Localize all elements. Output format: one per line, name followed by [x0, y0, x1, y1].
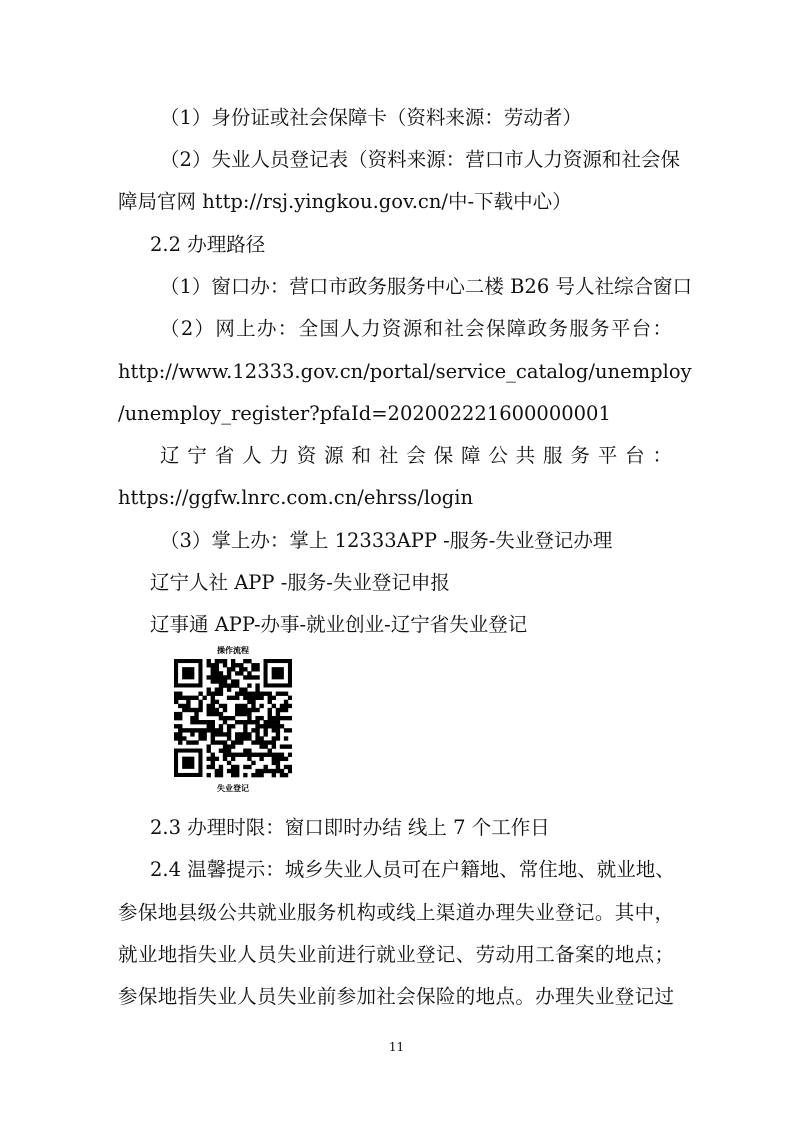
qr-caption: 失业登记	[217, 784, 249, 793]
paragraph-line: 辽宁人社 APP -服务-失业登记申报	[150, 571, 450, 594]
paragraph-line: （1）身份证或社会保障卡（资料来源：劳动者）	[160, 106, 582, 129]
paragraph-line: 障局官网 http://rsj.yingkou.gov.cn/中-下载中心）	[118, 190, 572, 213]
paragraph-line: （2）网上办：全国人力资源和社会保障政务服务平台：	[160, 317, 672, 340]
paragraph-line: 参保地县级公共就业服务机构或线上渠道办理失业登记。其中，	[118, 901, 674, 924]
paragraph-line: （3）掌上办：掌上 12333APP -服务-失业登记办理	[160, 529, 613, 552]
paragraph-line: 2.4 温馨提示：城乡失业人员可在户籍地、常住地、就业地、	[150, 858, 675, 881]
paragraph-line: （1）窗口办：营口市政务服务中心二楼 B26 号人社综合窗口	[160, 275, 692, 298]
paragraph-line: 辽事通 APP-办事-就业创业-辽宁省失业登记	[150, 613, 528, 636]
url-line: /unemploy_register?pfaId=202002221600000001	[118, 402, 611, 425]
section-heading: 2.2 办理路径	[150, 233, 266, 256]
qr-title: 操作流程	[217, 646, 249, 655]
paragraph-line: 参保地指失业人员失业前参加社会保险的地点。办理失业登记过	[118, 985, 674, 1008]
qr-code-icon	[174, 659, 292, 779]
paragraph-line: 2.3 办理时限：窗口即时办结 线上 7 个工作日	[150, 816, 550, 839]
url-line: http://www.12333.gov.cn/portal/service_catalog/unemploy	[118, 360, 692, 383]
qr-code-block	[172, 645, 294, 795]
paragraph-line: （2）失业人员登记表（资料来源：营口市人力资源和社会保	[160, 148, 680, 171]
paragraph-line: 辽宁省人力资源和社会保障公共服务平台：	[160, 444, 672, 467]
paragraph-line: 就业地指失业人员失业前进行就业登记、劳动用工备案的地点；	[118, 943, 674, 966]
page-number: 11	[388, 1040, 405, 1054]
url-line: https://ggfw.lnrc.com.cn/ehrss/login	[118, 486, 474, 509]
